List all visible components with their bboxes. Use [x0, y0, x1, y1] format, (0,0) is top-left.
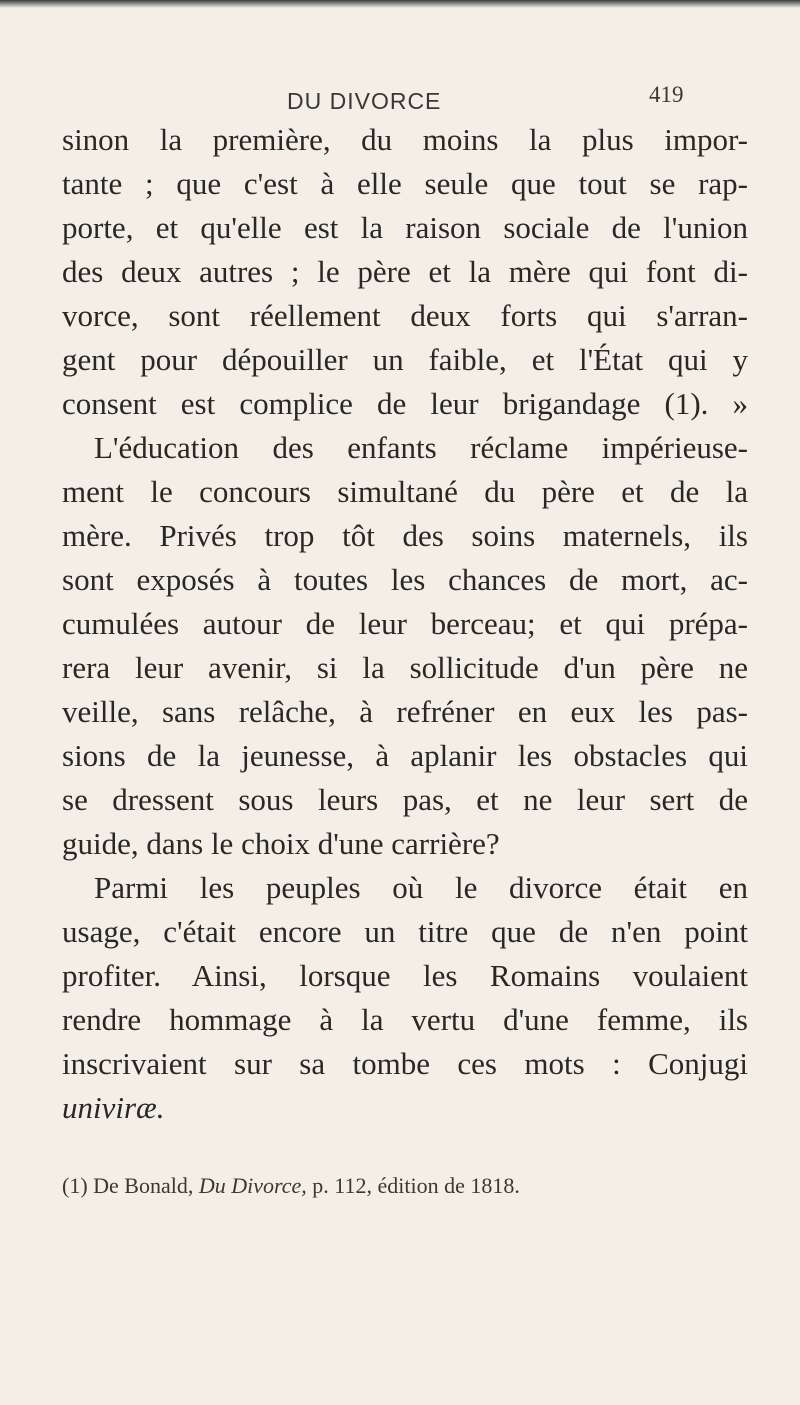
text-line: inscrivaient sur sa tombe ces mots : Conjugi — [62, 1046, 748, 1081]
footnote-title: Du Divorce, — [198, 1173, 307, 1198]
page-edge-shadow — [0, 0, 800, 8]
text-line: sions de la jeunesse, à aplanir les obstacles qui — [62, 738, 748, 773]
text-line: rera leur avenir, si la sollicitude d'un père ne — [62, 650, 748, 685]
text-line: L'éducation des enfants réclame impérieuse- — [94, 430, 748, 465]
text-line: ment le concours simultané du père et de la — [62, 474, 748, 509]
text-line: cumulées autour de leur berceau; et qui prépa- — [62, 606, 748, 641]
text-line: porte, et qu'elle est la raison sociale de l'union — [62, 210, 748, 245]
text-line: univiræ. — [62, 1090, 165, 1125]
text-line: consent est complice de leur brigandage (1). » — [62, 386, 748, 421]
text-line: veille, sans relâche, à refréner en eux les pas- — [62, 694, 748, 729]
body-text — [62, 118, 748, 1130]
footnote — [62, 1173, 520, 1199]
footnote-suffix: p. 112, édition de 1818. — [306, 1173, 520, 1198]
text-line: sont exposés à toutes les chances de mort, ac- — [62, 562, 748, 597]
text-line: guide, dans le choix d'une carrière? — [62, 826, 500, 861]
text-line: gent pour dépouiller un faible, et l'État qui y — [62, 342, 748, 377]
page-number: 419 — [649, 82, 684, 107]
page-header — [0, 82, 800, 118]
text-line: des deux autres ; le père et la mère qui font di- — [62, 254, 748, 289]
text-line: vorce, sont réellement deux forts qui s'arran- — [62, 298, 748, 333]
text-line: mère. Privés trop tôt des soins maternels, ils — [62, 518, 748, 553]
text-line: usage, c'était encore un titre que de n'en point — [62, 914, 748, 949]
text-line: sinon la première, du moins la plus impor- — [62, 122, 748, 157]
text-line: se dressent sous leurs pas, et ne leur sert de — [62, 782, 748, 817]
running-title: DU DIVORCE — [287, 88, 442, 114]
text-line: profiter. Ainsi, lorsque les Romains voulaient — [62, 958, 748, 993]
text-line: rendre hommage à la vertu d'une femme, ils — [62, 1002, 748, 1037]
text-line: Parmi les peuples où le divorce était en — [94, 870, 748, 905]
text-line: tante ; que c'est à elle seule que tout se rap- — [62, 166, 748, 201]
footnote-prefix: (1) De Bonald, — [62, 1173, 199, 1198]
